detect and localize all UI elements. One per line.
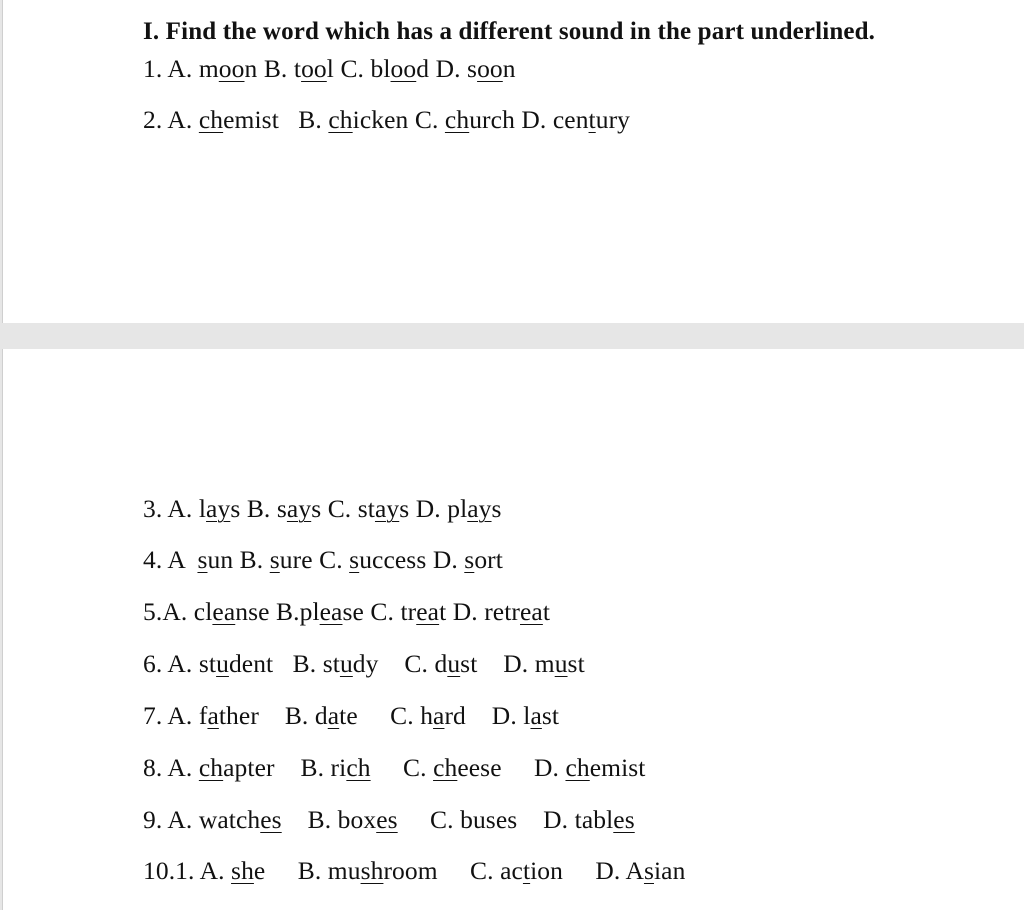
- question-text: room C. ac: [383, 856, 523, 885]
- question-text: nse B.pl: [235, 597, 320, 626]
- question-text: 10.1. A.: [143, 856, 232, 885]
- question-2: [143, 105, 630, 135]
- question-text: t: [542, 597, 551, 626]
- question-10: [143, 856, 685, 886]
- question-text: ther B. d: [218, 701, 328, 730]
- underlined-sound: s: [349, 545, 360, 574]
- underlined-sound: ay: [206, 494, 231, 523]
- underlined-sound: sh: [231, 856, 254, 885]
- underlined-sound: ea: [520, 597, 543, 626]
- exercise-heading: I. Find the word which has a different sound in the part underlined.: [143, 18, 876, 45]
- question-text: d D. s: [416, 54, 478, 83]
- document-page-1: [2, 0, 1024, 323]
- question-4: [143, 545, 503, 575]
- underlined-sound: a: [433, 701, 445, 730]
- question-text: s B. s: [230, 494, 287, 523]
- underlined-sound: ay: [467, 494, 492, 523]
- question-text: ury: [595, 105, 631, 134]
- question-text: e B. mu: [253, 856, 361, 885]
- question-9: [143, 805, 635, 835]
- question-text: un B.: [207, 545, 270, 574]
- underlined-sound: ch: [198, 105, 224, 134]
- underlined-sound: ch: [444, 105, 470, 134]
- underlined-sound: u: [447, 649, 461, 678]
- question-text: 5.A. cl: [143, 597, 213, 626]
- underlined-sound: u: [339, 649, 353, 678]
- question-text: n B. t: [244, 54, 302, 83]
- question-text: 2. A.: [143, 105, 199, 134]
- question-text: ion D. A: [530, 856, 644, 885]
- question-text: emist: [589, 753, 646, 782]
- underlined-sound: t: [522, 856, 531, 885]
- question-text: s: [491, 494, 502, 523]
- question-text: ian: [654, 856, 686, 885]
- question-text: rd D. l: [444, 701, 531, 730]
- question-7: [143, 701, 559, 731]
- question-8: [143, 753, 646, 783]
- underlined-sound: ea: [416, 597, 440, 626]
- question-text: 4. A: [143, 545, 198, 574]
- underlined-sound: ch: [198, 753, 224, 782]
- underlined-sound: a: [207, 701, 219, 730]
- question-text: C. buses D. tabl: [397, 805, 614, 834]
- question-text: 1. A. m: [143, 54, 219, 83]
- underlined-sound: es: [613, 805, 635, 834]
- question-text: ure C.: [279, 545, 350, 574]
- underlined-sound: ch: [346, 753, 371, 782]
- underlined-sound: es: [376, 805, 398, 834]
- underlined-sound: u: [216, 649, 229, 678]
- underlined-sound: s: [197, 545, 208, 574]
- question-text: t D. retr: [439, 597, 521, 626]
- question-3: [143, 494, 502, 524]
- question-text: te C. h: [339, 701, 434, 730]
- underlined-sound: ay: [286, 494, 312, 523]
- question-text: st: [567, 649, 585, 678]
- underlined-sound: s: [464, 545, 475, 574]
- underlined-sound: t: [588, 105, 596, 134]
- question-text: l C. bl: [326, 54, 391, 83]
- question-text: apter B. ri: [223, 753, 347, 782]
- underlined-sound: a: [327, 701, 340, 730]
- question-text: dy C. d: [352, 649, 448, 678]
- underlined-sound: oo: [390, 54, 417, 83]
- underlined-sound: ch: [433, 753, 458, 782]
- underlined-sound: u: [554, 649, 568, 678]
- underlined-sound: oo: [477, 54, 503, 83]
- underlined-sound: s: [269, 545, 280, 574]
- question-text: dent B. st: [228, 649, 340, 678]
- question-text: st D. m: [460, 649, 555, 678]
- underlined-sound: s: [643, 856, 654, 885]
- question-text: uccess D.: [359, 545, 465, 574]
- underlined-sound: es: [260, 805, 282, 834]
- page-gap: [0, 323, 1024, 349]
- question-text: 3. A. l: [143, 494, 207, 523]
- question-1: [143, 54, 516, 84]
- question-text: s D. pl: [399, 494, 468, 523]
- question-text: eese D.: [457, 753, 566, 782]
- question-text: urch D. cen: [469, 105, 589, 134]
- underlined-sound: oo: [301, 54, 327, 83]
- underlined-sound: ch: [565, 753, 590, 782]
- question-text: 6. A. st: [143, 649, 217, 678]
- question-text: ort: [474, 545, 503, 574]
- underlined-sound: ch: [328, 105, 353, 134]
- question-text: 9. A. watch: [143, 805, 261, 834]
- question-text: se C. tr: [342, 597, 417, 626]
- underlined-sound: ay: [374, 494, 400, 523]
- underlined-sound: a: [530, 701, 542, 730]
- question-text: B. box: [281, 805, 377, 834]
- question-6: [143, 649, 585, 679]
- question-text: emist B.: [223, 105, 329, 134]
- question-text: 8. A.: [143, 753, 199, 782]
- question-text: st: [541, 701, 560, 730]
- underlined-sound: ea: [212, 597, 236, 626]
- underlined-sound: ea: [319, 597, 343, 626]
- question-text: 7. A. f: [143, 701, 208, 730]
- question-text: s C. st: [311, 494, 375, 523]
- question-text: C.: [370, 753, 434, 782]
- question-text: icken C.: [352, 105, 445, 134]
- question-5: [143, 597, 550, 627]
- question-text: n: [502, 54, 516, 83]
- underlined-sound: sh: [360, 856, 384, 885]
- underlined-sound: oo: [218, 54, 245, 83]
